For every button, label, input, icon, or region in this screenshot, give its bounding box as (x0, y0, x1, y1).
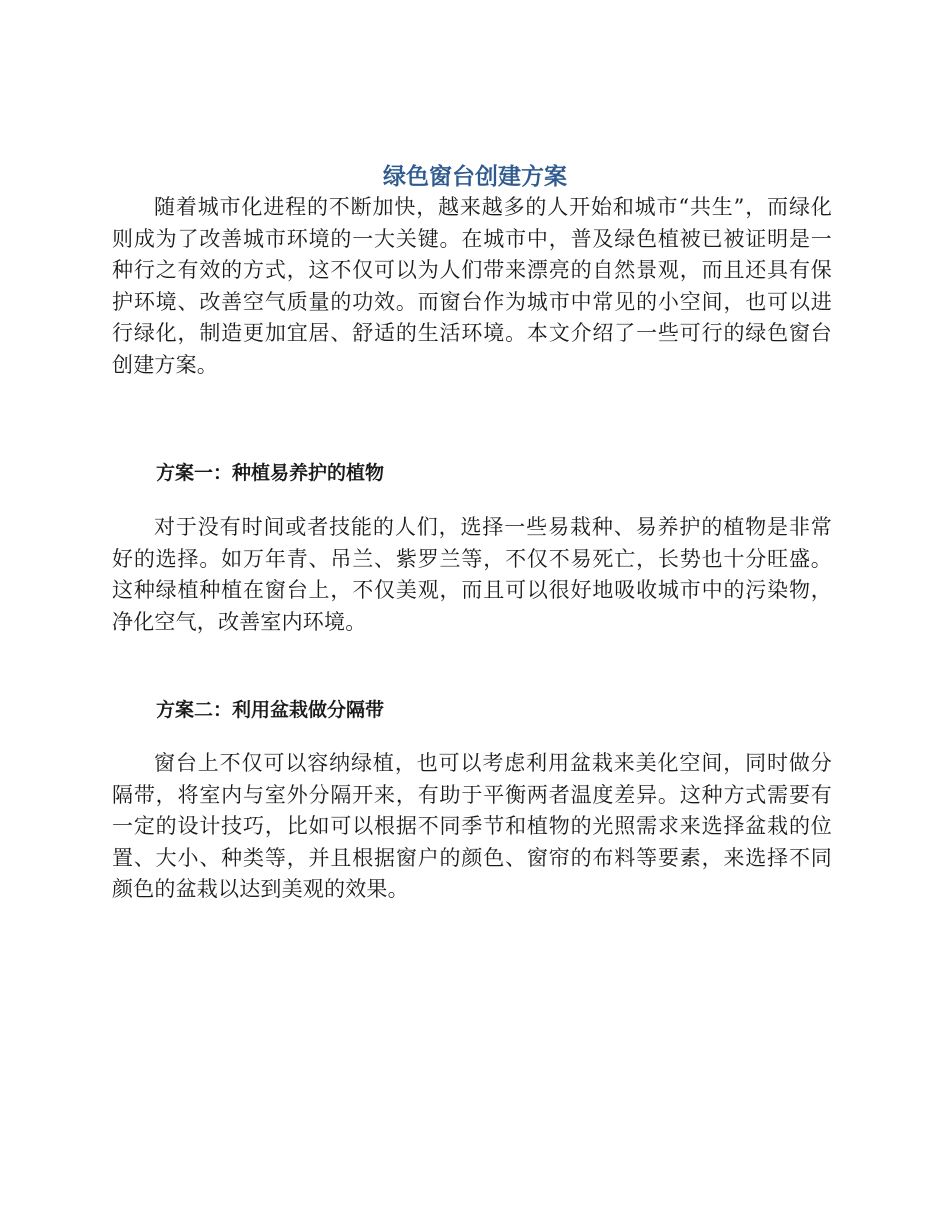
intro-paragraph: 随着城市化进程的不断加快，越来越多的人开始和城市“共生”，而绿化则成为了改善城市环境的一大关键。在城市中，普及绿色植被已被证明是一种行之有效的方式，这不仅可以为人们带来漂亮的自然景观，而且还具有保护环境、改善空气质量的功效。而窗台作为城市中常见的小空间，也可以进行绿化，制造更加宜居、舒适的生活环境。本文介绍了一些可行的绿色窗台创建方案。 (112, 195, 832, 377)
section-body-plan-one: 对于没有时间或者技能的人们，选择一些易栽种、易养护的植物是非常好的选择。如万年青、吊兰、紫罗兰等，不仅不易死亡，长势也十分旺盛。这种绿植种植在窗台上，不仅美观，而且可以很好地吸收城市中的污染物，净化空气，改善室内环境。 (112, 515, 832, 634)
section-heading-plan-one: 方案一：种植易养护的植物 (156, 462, 385, 484)
document-title: 绿色窗台创建方案 (383, 164, 567, 191)
section-heading-plan-two: 方案二：利用盆栽做分隔带 (156, 699, 385, 721)
section-body-plan-two: 窗台上不仅可以容纳绿植，也可以考虑利用盆栽来美化空间，同时做分隔带，将室内与室外分隔开来，有助于平衡两者温度差异。这种方式需要有一定的设计技巧，比如可以根据不同季节和植物的光照需求来选择盆栽的位置、大小、种类等，并且根据窗户的颜色、窗帘的布料等要素，来选择不同颜色的盆栽以达到美观的效果。 (112, 751, 832, 902)
